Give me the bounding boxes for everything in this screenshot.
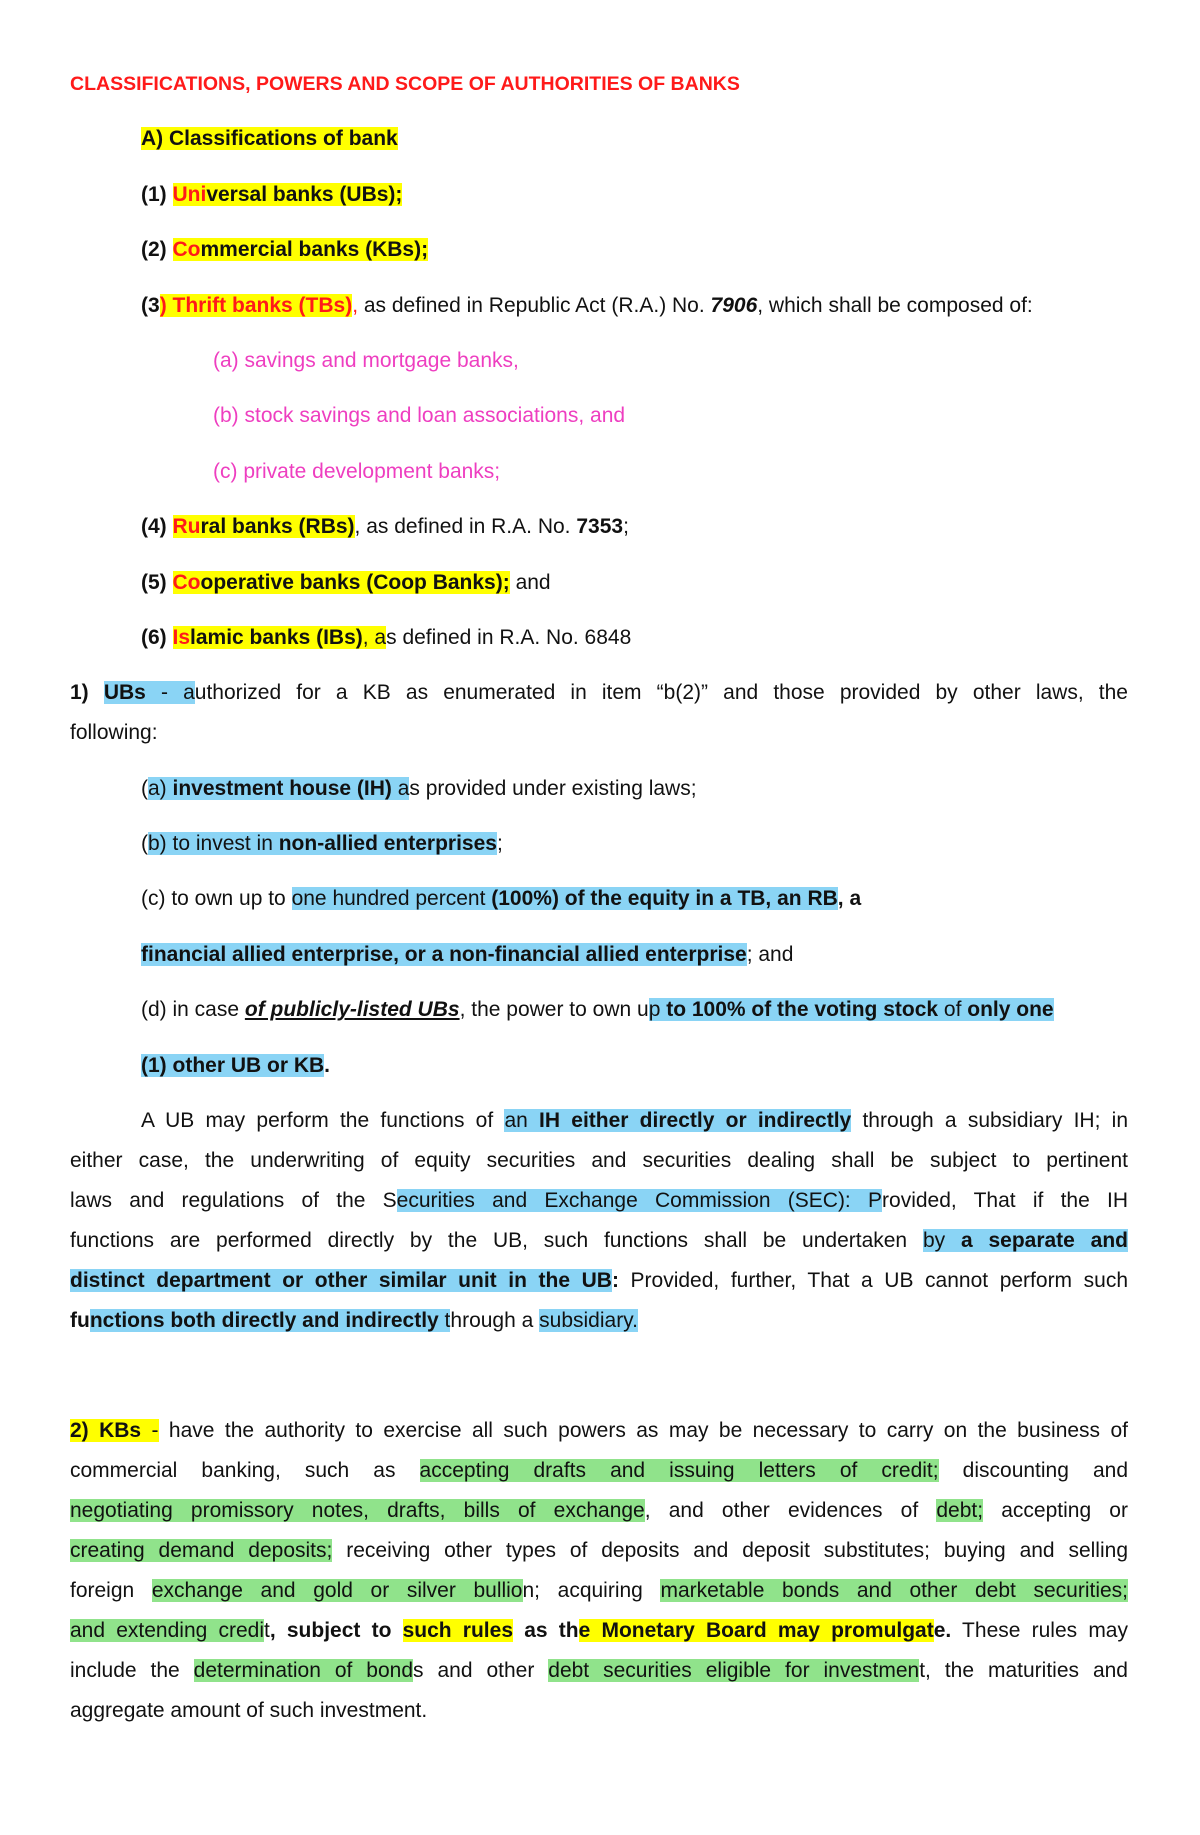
kb-para-7-seg-1: include the [70, 1658, 194, 1682]
kb-paragraph-line-3 [70, 1491, 1128, 1531]
ub-power-d-line-2 [141, 1046, 1200, 1086]
ub-intro-number: 1) [70, 681, 104, 705]
ub-intro-dash: - a [145, 681, 195, 705]
kb-para-3-seg-4: accepting or [983, 1498, 1128, 1522]
kb-paragraph-line-5 [70, 1571, 1128, 1611]
kb-para-3-seg-2: , and other evidences of [644, 1498, 937, 1522]
kb-para-8-seg-1: aggregate amount of such investment. [70, 1698, 428, 1722]
kb-para-4-seg-1: creating demand deposits; [70, 1538, 333, 1562]
item-5-number: (5) [141, 570, 173, 594]
classification-item-3 [141, 286, 1200, 326]
kb-para-1-seg-1: 2) KBs [70, 1418, 142, 1442]
ub-a-text: s provided under existing laws; [409, 776, 697, 800]
ub-para-3-seg-3: rovided, That if the IH [882, 1189, 1128, 1213]
item-6-label: lamic banks (IBs) [190, 625, 363, 649]
ub-para-6-seg-5: subsidiary. [539, 1309, 638, 1333]
kb-para-1-seg-2: - [141, 1418, 159, 1442]
item-4-label: ral banks (RBs) [200, 515, 355, 539]
ub-power-d-line-1 [141, 990, 1200, 1030]
ub-a-letter: a) [148, 776, 173, 800]
ub-d-publicly-listed: of publicly-listed UBs [244, 998, 460, 1022]
kb-paragraph-line-8 [70, 1691, 1200, 1731]
item-1-initial: Uni [172, 182, 207, 206]
ub-d-highlight: p [648, 998, 667, 1022]
item-3-label: ) Thrift banks (TBs) [159, 293, 353, 317]
ub-paragraph-line-6 [70, 1301, 1200, 1341]
kb-paragraph-line-2 [70, 1451, 1128, 1491]
item-5-text: and [509, 570, 551, 594]
kb-para-7-seg-5: t, the maturities and [919, 1658, 1128, 1682]
ub-para-4-seg-3: a separate and [960, 1229, 1128, 1253]
kb-para-6-seg-8: These rules may [951, 1618, 1128, 1642]
kb-para-2-seg-2: accepting drafts and issuing letters of credit; [419, 1458, 939, 1482]
ub-para-3-seg-2: ecurities and Exchange Commission (SEC): P [396, 1189, 883, 1213]
ub-d-only-one: only one [967, 998, 1054, 1022]
item-1-label: versal banks (UBs); [206, 182, 403, 206]
item-5-initial: Co [172, 570, 201, 594]
ub-para-5-seg-3: Provided, further, That a UB cannot perform such [618, 1269, 1128, 1293]
item-4-act-number: 7353 [576, 515, 624, 539]
kb-paragraph-line-4 [70, 1531, 1128, 1571]
ub-intro-line-2: following: [70, 721, 158, 745]
item-4-initial: Ru [172, 515, 201, 539]
kb-para-2-seg-3: discounting and [938, 1458, 1128, 1482]
ub-power-c-line-2 [141, 935, 1200, 975]
ub-paragraph-line-2 [70, 1141, 1128, 1181]
ub-b-term: non-allied enterprises [278, 832, 497, 856]
ub-a-highlight: a [391, 776, 410, 800]
ub-d-text: (d) in case [141, 998, 245, 1022]
item-6-text: s defined in R.A. No. 6848 [386, 625, 632, 649]
ub-a-paren: ( [141, 776, 148, 800]
kb-para-5-seg-1: foreign [70, 1578, 152, 1602]
ub-intro-term: UBs [103, 681, 146, 705]
kb-para-3-seg-1: negotiating promissory notes, drafts, bills of exchange [70, 1498, 645, 1522]
item-2-number: (2) [141, 238, 173, 262]
thrift-sub-item-c: (c) private development banks; [213, 459, 501, 483]
classifications-heading-line [141, 119, 1200, 159]
kb-para-5-seg-2: exchange and gold or silver bullio [151, 1578, 523, 1602]
kb-paragraph-line-6 [70, 1611, 1128, 1651]
kb-paragraph-line-1 [70, 1411, 1128, 1451]
thrift-sub-item-b: (b) stock savings and loan associations, and [213, 404, 626, 428]
classification-item-4 [141, 507, 1200, 547]
kb-para-7-seg-4: debt securities eligible for investmen [548, 1658, 920, 1682]
ub-para-1-seg-3: IH either directly or indirectly [539, 1109, 852, 1133]
ub-paragraph-line-5 [70, 1261, 1128, 1301]
classification-item-2 [141, 230, 1200, 270]
item-3-number: (3 [141, 293, 160, 317]
item-2-label: mmercial banks (KBs); [200, 238, 429, 262]
kb-para-5-seg-3: n; acquiring [522, 1578, 661, 1602]
kb-para-1-seg-3: have the authority to exercise all such powers as may be necessary to carry on the business of [158, 1418, 1128, 1442]
ub-para-1-seg-2: an [504, 1109, 540, 1133]
classification-item-6 [141, 618, 1200, 658]
ub-paragraph-line-4 [70, 1221, 1128, 1261]
kb-para-6-seg-6: e Monetary Board may promulgat [578, 1618, 934, 1642]
ub-b-end: ; [496, 832, 503, 856]
kb-para-5-seg-4: marketable bonds and other debt securities; [660, 1578, 1128, 1602]
kb-para-4-seg-2: receiving other types of deposits and deposit substitutes; buying and selling [332, 1538, 1128, 1562]
kb-para-7-seg-3: s and other [413, 1658, 549, 1682]
ub-power-b [141, 824, 1200, 864]
kb-para-7-seg-2: determination of bond [193, 1658, 414, 1682]
ub-para-1-seg-4: through a subsidiary IH; in [851, 1109, 1128, 1133]
ub-paragraph-line-3 [70, 1181, 1128, 1221]
ub-para-6-seg-2: nctions both directly and indirectly [89, 1309, 445, 1333]
item-3-text-end: , which shall be composed of: [757, 293, 1033, 317]
ub-intro-line-1 [70, 673, 1128, 713]
kb-para-6-seg-2: t [264, 1618, 270, 1642]
ub-intro-text: uthorized for a KB as enumerated in item “b(2)” and those provided by other laws, the [194, 681, 1128, 705]
classifications-heading: A) Classifications of bank [141, 127, 398, 151]
ub-para-5-seg-1: distinct department or other similar unit in the UB [70, 1269, 612, 1293]
ub-c2-end: ; and [746, 942, 794, 966]
kb-para-6-seg-3: , subject to [269, 1618, 403, 1642]
kb-para-3-seg-3: debt; [936, 1498, 984, 1522]
ub-para-4-seg-2: by [922, 1229, 961, 1253]
item-3-comma: , [352, 293, 359, 317]
kb-para-6-seg-5: as th [513, 1618, 579, 1642]
ub-c-text: (c) to own up to [141, 887, 292, 911]
item-6-number: (6) [141, 625, 173, 649]
classification-item-1 [141, 175, 1200, 215]
item-5-label: operative banks (Coop Banks); [200, 570, 510, 594]
document-title: CLASSIFICATIONS, POWERS AND SCOPE OF AUTHORITIES OF BANKS [70, 73, 740, 95]
ub-para-5-seg-2: : [611, 1269, 619, 1293]
item-4-number: (4) [141, 515, 173, 539]
classification-item-5 [141, 563, 1200, 603]
ub-d2-end: . [324, 1053, 331, 1077]
item-4-text-end: ; [623, 515, 629, 539]
kb-paragraph-line-7 [70, 1651, 1128, 1691]
item-4-text: , as defined in R.A. No. [354, 515, 577, 539]
ub-para-4-seg-1: functions are performed directly by the UB, such functions shall be undertaken [70, 1229, 923, 1253]
ub-para-6-seg-4: hrough a [450, 1309, 540, 1333]
ub-d2-term: (1) other UB or KB [141, 1053, 325, 1077]
ub-power-c-line-1 [141, 879, 1200, 919]
ub-para-3-seg-1: laws and regulations of the S [70, 1189, 397, 1213]
item-6-initial: Is [172, 625, 191, 649]
ub-para-6-seg-1: fu [70, 1309, 90, 1333]
ub-para-6-seg-3: t [444, 1309, 451, 1333]
item-3-text: as defined in Republic Act (R.A.) No. [358, 293, 711, 317]
ub-para-2-seg-1: either case, the underwriting of equity securities and securities dealing shall be subject to pertinent [70, 1149, 1128, 1173]
ub-paragraph-line-1 [141, 1101, 1128, 1141]
ub-b-text: b) to invest in [148, 832, 279, 856]
ub-b-paren: ( [141, 832, 148, 856]
ub-para-1-seg-1: A UB may perform the functions of [141, 1109, 505, 1133]
ub-c-highlight: one hundred percent [291, 887, 492, 911]
ub-d-of: of [938, 998, 968, 1022]
item-3-act-number: 7906 [710, 293, 758, 317]
ub-d-text-2: , the power to own u [459, 998, 649, 1022]
ub-d-term: to 100% of the voting stock [666, 998, 939, 1022]
kb-para-6-seg-1: and extending credi [70, 1618, 265, 1642]
item-2-initial: Co [172, 238, 201, 262]
item-6-text-highlight: , a [362, 625, 387, 649]
item-1-number: (1) [141, 182, 173, 206]
ub-c2-term: financial allied enterprise, or a non-financial allied enterprise [141, 942, 747, 966]
ub-c-term: (100%) of the equity in a TB, an RB [491, 887, 838, 911]
kb-para-2-seg-1: commercial banking, such as [70, 1458, 420, 1482]
ub-a-term: investment house (IH) [172, 776, 392, 800]
kb-para-6-seg-4: such rules [402, 1618, 514, 1642]
ub-c-end: , a [837, 887, 862, 911]
ub-power-a [141, 769, 1200, 809]
thrift-sub-item-a: (a) savings and mortgage banks, [213, 348, 519, 372]
kb-para-6-seg-7: e. [933, 1618, 952, 1642]
